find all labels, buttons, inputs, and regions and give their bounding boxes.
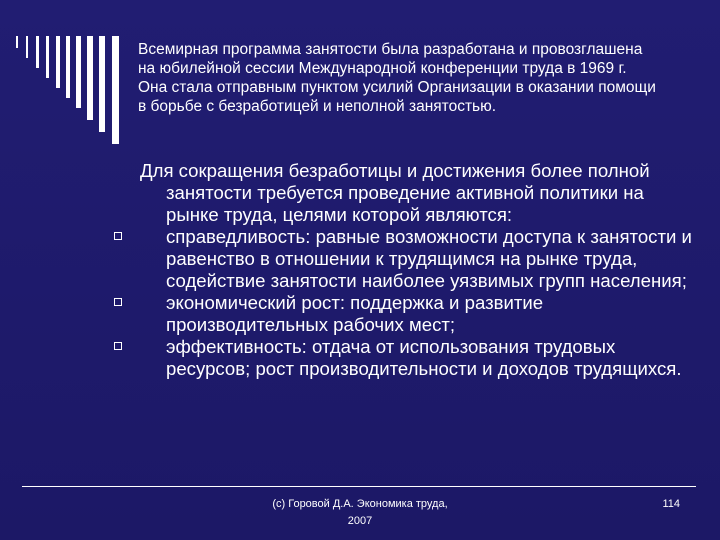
stripe	[26, 36, 28, 58]
page-number: 114	[662, 498, 680, 510]
stripe	[56, 36, 60, 88]
list-item	[140, 336, 700, 380]
stripe	[87, 36, 93, 120]
bullet-text: экономический рост: поддержка и развитие производительных рабочих мест;	[166, 292, 544, 335]
bullet-text: эффективность: отдача от использования трудовых ресурсов; рост производительности и доходов трудящихся.	[166, 336, 682, 379]
stripe	[46, 36, 49, 78]
footer-copyright	[240, 496, 480, 530]
stripe	[99, 36, 105, 132]
bullet-text: справедливость: равные возможности доступа к занятости и равенство в отношении к трудящимся на рынке труда, содействие занятости наиболее уязвимых групп населения;	[166, 226, 692, 291]
stripe	[36, 36, 39, 68]
footer-line-1: (с) Горовой Д.А. Экономика труда,	[272, 498, 448, 510]
footer-line-2: 2007	[347, 515, 373, 527]
stripe	[76, 36, 81, 108]
main-content	[140, 160, 700, 380]
stripe	[16, 36, 18, 48]
square-bullet-icon	[114, 342, 122, 350]
footer-divider	[22, 486, 696, 487]
square-bullet-icon	[114, 232, 122, 240]
square-bullet-icon	[114, 298, 122, 306]
list-item	[140, 292, 700, 336]
stripe	[66, 36, 70, 98]
stripe	[112, 36, 119, 144]
intro-paragraph: Всемирная программа занятости была разработана и провозглашена на юбилейной сессии Международной конференции труда в 1969 г. Она стала отправным пунктом усилий Организации в оказании помощи в борьбе с безработицей и неполной занятостью.	[138, 41, 656, 115]
lead-paragraph: Для сокращения безработицы и достижения более полной занятости требуется проведение активной политики на рынке труда, целями которой являются:	[140, 160, 650, 225]
list-item	[140, 226, 700, 292]
